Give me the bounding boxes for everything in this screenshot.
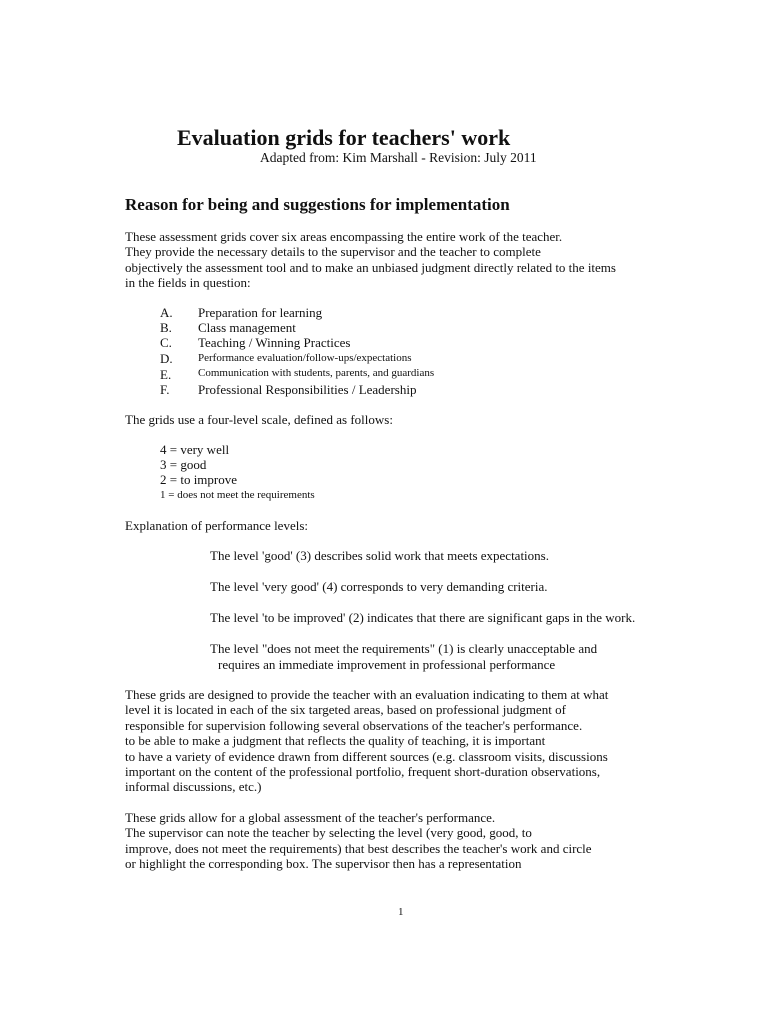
paragraph-line: These grids are designed to provide the teacher with an evaluation indicating to them at what <box>125 687 609 702</box>
level-description: The level "does not meet the requirements" (1) is clearly unacceptable and <box>210 641 598 656</box>
intro-line: objectively the assessment tool and to make an unbiased judgment directly related to the items <box>125 259 616 275</box>
page-number: 1 <box>398 906 404 918</box>
list-item-letter: E. <box>160 367 172 382</box>
paragraph-line: responsible for supervision following several observations of the teacher's performance. <box>125 717 583 733</box>
list-item-letter: B. <box>160 320 172 335</box>
level-description: The level 'to be improved' (2) indicates that there are significant gaps in the work. <box>210 610 636 625</box>
paragraph-line: to have a variety of evidence drawn from different sources (e.g. classroom visits, discussions <box>125 748 608 764</box>
level-description: The level 'good' (3) describes solid work that meets expectations. <box>210 548 549 563</box>
paragraph-line: or highlight the corresponding box. The supervisor then has a representation <box>125 856 522 872</box>
list-item-letter: D. <box>160 351 173 366</box>
list-item-text: Professional Responsibilities / Leadership <box>198 382 417 397</box>
paragraph-line: informal discussions, etc.) <box>125 779 262 795</box>
scale-item: 3 = good <box>160 457 207 472</box>
levels-intro: Explanation of performance levels: <box>125 518 309 533</box>
list-item-text: Teaching / Winning Practices <box>198 335 351 350</box>
scale-intro: The grids use a four-level scale, defined as follows: <box>125 412 393 427</box>
list-item-letter: F. <box>160 382 170 397</box>
scale-item: 2 = to improve <box>160 472 238 487</box>
intro-line: These assessment grids cover six areas encompassing the entire work of the teacher. <box>125 229 563 244</box>
paragraph-line: improve, does not meet the requirements) that best describes the teacher's work and circle <box>125 840 592 856</box>
list-item-text: Communication with students, parents, and guardians <box>198 367 435 379</box>
assessment-paragraph <box>125 810 685 872</box>
paragraph-line: important on the content of the professional portfolio, frequent short-duration observations, <box>125 764 601 780</box>
list-item-text: Preparation for learning <box>198 305 323 320</box>
intro-paragraph <box>125 229 685 291</box>
list-item-text: Class management <box>198 320 296 335</box>
evaluation-paragraph <box>125 687 685 795</box>
paragraph-line: to be able to make a judgment that reflects the quality of teaching, it is important <box>125 733 546 749</box>
intro-line: in the fields in question: <box>125 275 251 291</box>
paragraph-line: These grids allow for a global assessment of the teacher's performance. <box>125 810 496 825</box>
document-subtitle: Adapted from: Kim Marshall - Revision: July 2011 <box>260 150 537 165</box>
list-item-letter: A. <box>160 305 173 320</box>
paragraph-line: level it is located in each of the six targeted areas, based on professional judgment of <box>125 702 566 718</box>
list-item-letter: C. <box>160 335 172 350</box>
level-description-continued: requires an immediate improvement in professional performance <box>218 657 556 672</box>
document-title: Evaluation grids for teachers' work <box>177 125 511 150</box>
paragraph-line: The supervisor can note the teacher by selecting the level (very good, good, to <box>125 825 532 841</box>
section-heading: Reason for being and suggestions for implementation <box>125 195 510 214</box>
level-description: The level 'very good' (4) corresponds to very demanding criteria. <box>210 579 548 594</box>
scale-item: 4 = very well <box>160 442 230 457</box>
scale-item: 1 = does not meet the requirements <box>160 489 315 501</box>
intro-line: They provide the necessary details to the supervisor and the teacher to complete <box>125 244 541 260</box>
list-item-text: Performance evaluation/follow-ups/expectations <box>198 352 412 364</box>
